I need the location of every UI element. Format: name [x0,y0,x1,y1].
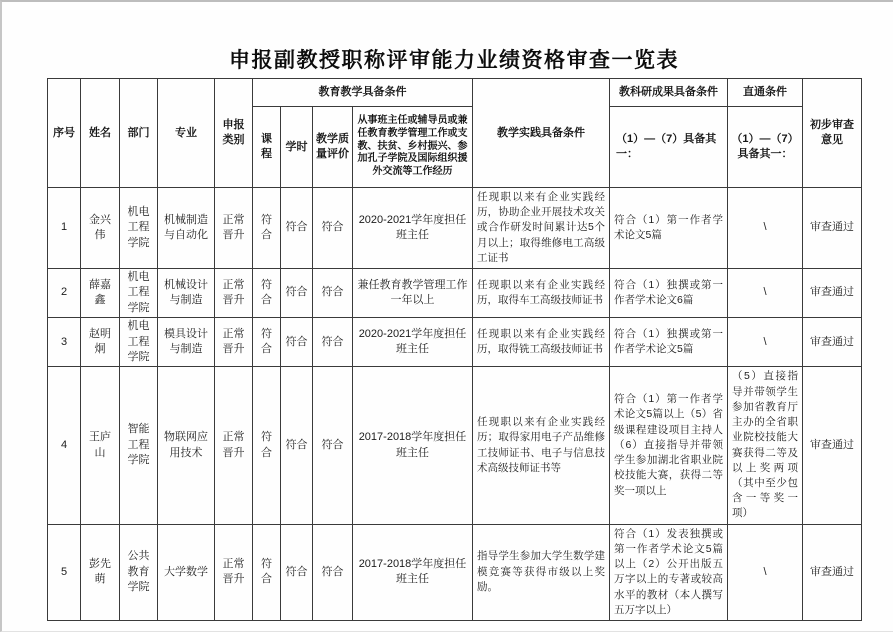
cell-hours: 符合 [281,367,313,524]
cell-major: 物联网应用技术 [158,367,215,524]
table-row [48,524,862,620]
col-header-direct-sub: （1）—（7）具备其一： [728,107,803,188]
cell-dept: 机电工程学院 [120,269,158,318]
cell-major: 机械设计与制造 [158,269,215,318]
cell-research: 符合（1）第一作者学术论文5篇以上（5）省级课程建设项目主持人（6）直接指导并带领学生参加湖北省职业院校技能大赛，获得二等奖一项以上 [610,367,728,524]
cell-research: 符合（1）发表独撰或第一作者学术论文5篇以上（2）公开出版五万字以上的专著或较高水平的教材（本人撰写五万字以上） [610,524,728,620]
col-header-research-group: 教科研成果具备条件 [610,79,728,107]
cell-name: 王庐山 [81,367,120,524]
cell-seq: 5 [48,524,81,620]
col-header-course: 课程 [253,107,281,188]
cell-review: 审查通过 [803,367,862,524]
cell-direct: \ [728,188,803,269]
col-header-duty: 从事班主任或辅导员或兼任教育教学管理工作或支教、扶贫、乡村振兴、参加孔子学院及国际组织援外交流等工作经历 [353,107,473,188]
col-header-practice: 教学实践具备条件 [473,79,610,188]
cell-duty: 兼任教育教学管理工作一年以上 [353,269,473,318]
cell-course: 符合 [253,524,281,620]
cell-major: 大学数学 [158,524,215,620]
cell-quality: 符合 [313,318,353,367]
table-row [48,318,862,367]
page-title: 申报副教授职称评审能力业绩资格审查一览表 [229,48,679,72]
col-header-name: 姓名 [81,79,120,188]
col-header-review: 初步审查意见 [803,79,862,188]
cell-dept: 机电工程学院 [120,188,158,269]
cell-apply-type: 正常晋升 [215,269,253,318]
cell-review: 审查通过 [803,318,862,367]
cell-dept: 机电工程学院 [120,318,158,367]
cell-review: 审查通过 [803,524,862,620]
col-header-apply-type: 申报类别 [215,79,253,188]
cell-direct: \ [728,318,803,367]
cell-seq: 3 [48,318,81,367]
cell-hours: 符合 [281,269,313,318]
cell-apply-type: 正常晋升 [215,524,253,620]
cell-hours: 符合 [281,318,313,367]
cell-hours: 符合 [281,524,313,620]
cell-direct: （5）直接指导并带领学生参加省教育厅主办的全省职业院校技能大赛获得二等及以上奖两项（其中至少包含一等奖一项） [728,367,803,524]
cell-research: 符合（1）独撰或第一作者学术论文5篇 [610,318,728,367]
cell-major: 模具设计与制造 [158,318,215,367]
col-header-edu-group: 教育教学具备条件 [253,79,473,107]
table-row [48,188,862,269]
cell-seq: 2 [48,269,81,318]
cell-duty: 2017-2018学年度担任班主任 [353,524,473,620]
cell-apply-type: 正常晋升 [215,318,253,367]
cell-course: 符合 [253,318,281,367]
cell-hours: 符合 [281,188,313,269]
header-row-groups [48,79,862,107]
cell-quality: 符合 [313,524,353,620]
table-row [48,269,862,318]
cell-practice: 任现职以来有企业实践经历；取得家用电子产品维修工技师证书、电子与信息技术高级技师证书等 [473,367,610,524]
cell-direct: \ [728,269,803,318]
cell-quality: 符合 [313,367,353,524]
cell-duty: 2020-2021学年度担任班主任 [353,318,473,367]
cell-duty: 2017-2018学年度担任班主任 [353,367,473,524]
cell-course: 符合 [253,269,281,318]
cell-duty: 2020-2021学年度担任班主任 [353,188,473,269]
cell-dept: 智能工程学院 [120,367,158,524]
cell-quality: 符合 [313,188,353,269]
cell-name: 彭先萌 [81,524,120,620]
cell-course: 符合 [253,188,281,269]
cell-major: 机械制造与自动化 [158,188,215,269]
cell-seq: 4 [48,367,81,524]
cell-review: 审查通过 [803,188,862,269]
review-table [47,78,862,621]
col-header-quality: 教学质量评价 [313,107,353,188]
cell-practice: 任现职以来有企业实践经历，取得车工高级技师证书 [473,269,610,318]
cell-research: 符合（1）第一作者学术论文5篇 [610,188,728,269]
cell-practice: 指导学生参加大学生数学建模竞赛等获得市级以上奖励。 [473,524,610,620]
cell-dept: 公共教育学院 [120,524,158,620]
cell-review: 审查通过 [803,269,862,318]
col-header-direct-group: 直通条件 [728,79,803,107]
col-header-hours: 学时 [281,107,313,188]
col-header-dept: 部门 [120,79,158,188]
cell-practice: 任现职以来有企业实践经历，取得铣工高级技师证书 [473,318,610,367]
cell-research: 符合（1）独撰或第一作者学术论文6篇 [610,269,728,318]
cell-practice: 任现职以来有企业实践经历，协助企业开展技术攻关或合作研发时间累计达5个月以上；取得维修电工高级工证书 [473,188,610,269]
cell-name: 金兴伟 [81,188,120,269]
cell-name: 赵明炯 [81,318,120,367]
cell-apply-type: 正常晋升 [215,367,253,524]
col-header-seq: 序号 [48,79,81,188]
col-header-major: 专业 [158,79,215,188]
cell-apply-type: 正常晋升 [215,188,253,269]
cell-seq: 1 [48,188,81,269]
cell-direct: \ [728,524,803,620]
cell-quality: 符合 [313,269,353,318]
cell-name: 薛嘉鑫 [81,269,120,318]
table-row [48,367,862,524]
col-header-research-sub: （1）—（7）具备其一： [610,107,728,188]
cell-course: 符合 [253,367,281,524]
